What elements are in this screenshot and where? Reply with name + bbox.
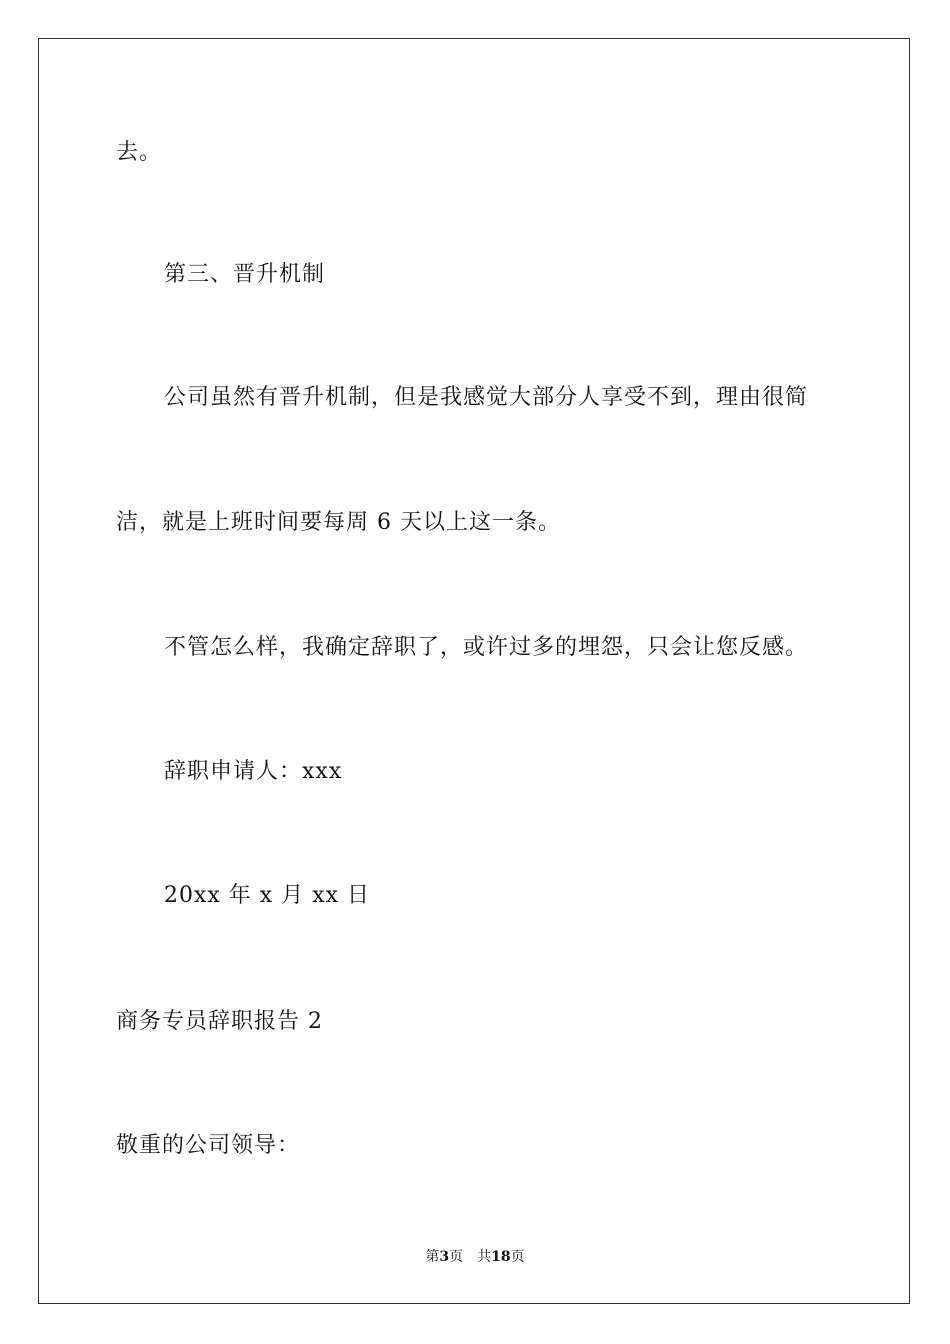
footer-page-number: 3 bbox=[439, 1249, 450, 1265]
footer-total-pages: 18 bbox=[491, 1249, 511, 1265]
page-frame bbox=[38, 38, 910, 1304]
page-footer bbox=[0, 1247, 950, 1267]
report-title: 商务专员辞职报告 2 bbox=[116, 1009, 323, 1034]
section-heading-promotion: 第三、晋升机制 bbox=[164, 262, 326, 287]
salutation: 敬重的公司领导： bbox=[116, 1133, 301, 1158]
paragraph-promotion-line-2: 洁，就是上班时间要每周 6 天以上这一条。 bbox=[116, 510, 561, 535]
footer-page-suffix: 页 bbox=[449, 1249, 464, 1265]
paragraph-promotion-line-1: 公司虽然有晋升机制，但是我感觉大部分人享受不到，理由很简 bbox=[164, 385, 809, 410]
footer-page-prefix: 第 bbox=[425, 1249, 440, 1265]
signature-applicant: 辞职申请人：xxx bbox=[164, 759, 343, 784]
signature-date: 20xx 年 x 月 xx 日 bbox=[164, 883, 370, 908]
footer-total-prefix: 共 bbox=[477, 1249, 492, 1265]
footer-total-suffix: 页 bbox=[510, 1249, 525, 1265]
paragraph-decision: 不管怎么样，我确定辞职了，或许过多的埋怨，只会让您反感。 bbox=[164, 635, 809, 660]
paragraph-continuation: 去。 bbox=[116, 140, 163, 165]
